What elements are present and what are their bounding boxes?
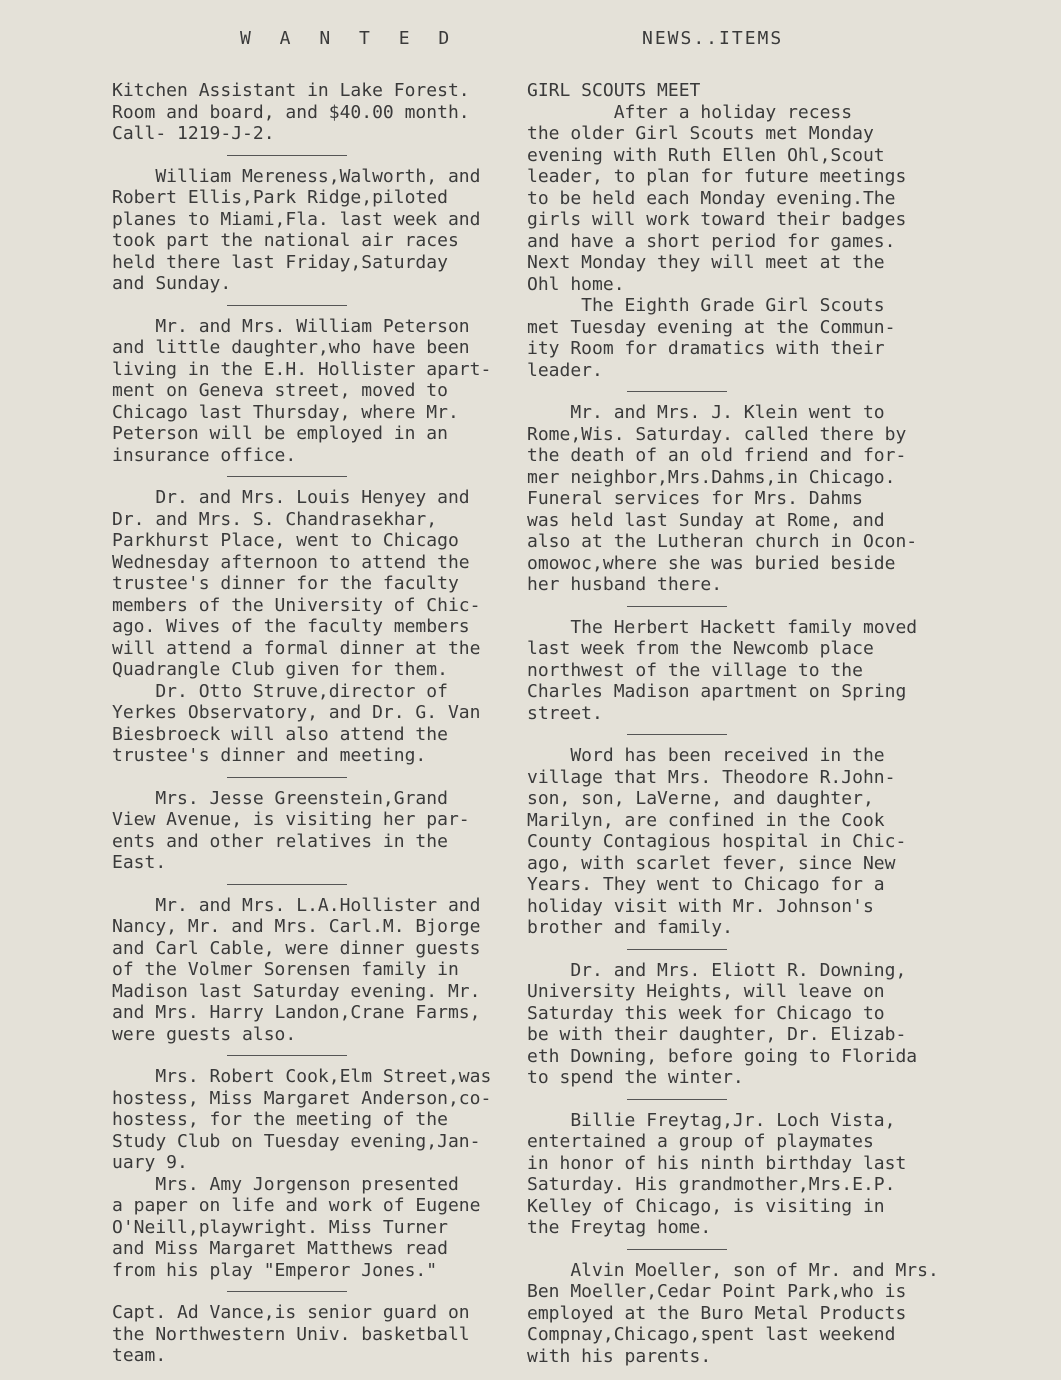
news-item: Dr. and Mrs. Eliott R. Downing, University Heights, will leave on Saturday this week for Chicago to be with their daughter, Dr. Elizab- eth Downing, before going to Florida to spend the winter. xyxy=(527,959,918,1088)
wanted-heading: W A N T E D xyxy=(240,28,459,49)
news-item: Mr. and Mrs. William Peterson and little daughter,who have been living in the E.H. Hollister apart- ment on Geneva street, moved to Chicago last Thursday, where Mr. Peterson will be employed in an insurance office. xyxy=(112,315,492,466)
news-item: Dr. and Mrs. Louis Henyey and Dr. and Mrs. S. Chandrasekhar, Parkhurst Place, went to Chicago Wednesday afternoon to attend the trustee's dinner for the faculty members of the University of Chic- ago. Wives of the faculty members will attend a formal dinner at the Quadrangle Club given for them. Dr. Otto Struve,director of Yerkes Observatory, and Dr. G. Van Biesbroeck will also attend the trustee's dinner and meeting. xyxy=(112,487,481,766)
separator xyxy=(627,391,727,392)
separator xyxy=(627,1249,727,1250)
separator xyxy=(227,305,347,306)
news-item: GIRL SCOUTS MEET After a holiday recess the older Girl Scouts met Monday evening with Ruth Ellen Ohl,Scout leader, to plan for future meetings to be held each Monday evening.The girls will work toward their badges and have a short period for games. Next Monday they will meet at the Ohl home. The Eighth Grade Girl Scouts met Tuesday evening at the Commun- ity Room for dramatics with their leader. xyxy=(527,80,907,381)
news-items-heading: NEWS..ITEMS xyxy=(642,28,784,49)
news-items-column xyxy=(527,26,1007,1367)
separator xyxy=(627,949,727,950)
news-item: Mrs. Jesse Greenstein,Grand View Avenue, is visiting her par- ents and other relatives in the East. xyxy=(112,787,470,873)
news-item: Kitchen Assistant in Lake Forest. Room and board, and $40.00 month. Call- 1219-J-2. xyxy=(112,80,470,144)
separator xyxy=(227,1055,347,1056)
news-item: Alvin Moeller, son of Mr. and Mrs. Ben Moeller,Cedar Point Park,who is employed at the Buro Metal Products Compnay,Chicago,spent last weekend with his parents. xyxy=(527,1259,939,1367)
news-item: Word has been received in the village that Mrs. Theodore R.John- son, son, LaVerne, and daughter, Marilyn, are confined in the Cook County Contagious hospital in Chic- ago, with scarlet fever, since New Years. They went to Chicago for a holiday visit with Mr. Johnson's brother and family. xyxy=(527,745,907,938)
separator xyxy=(627,1099,727,1100)
news-item: William Mereness,Walworth, and Robert Ellis,Park Ridge,piloted planes to Miami,Fla. last week and took part the national air races held there last Friday,Saturday and Sunday. xyxy=(112,165,481,294)
news-item: Billie Freytag,Jr. Loch Vista, entertained a group of playmates in honor of his ninth birthday last Saturday. His grandmother,Mrs.E.P. Kelley of Chicago, is visiting in the Freytag home. xyxy=(527,1109,907,1238)
separator xyxy=(627,734,727,735)
wanted-column xyxy=(112,26,532,1367)
news-item: Mrs. Robert Cook,Elm Street,was hostess, Miss Margaret Anderson,co- hostess, for the meeting of the Study Club on Tuesday evening,Jan- uary 9. Mrs. Amy Jorgenson presented a paper on life and work of Eugene O'Neill,playwright. Miss Turner and Miss Margaret Matthews read from his play "Emperor Jones." xyxy=(112,1066,492,1281)
separator xyxy=(227,476,347,477)
separator xyxy=(627,606,727,607)
news-item: Mr. and Mrs. L.A.Hollister and Nancy, Mr. and Mrs. Carl.M. Bjorge and Carl Cable, were dinner guests of the Volmer Sorensen family in Madison last Saturday evening. Mr. and Mrs. Harry Landon,Crane Farms, were guests also. xyxy=(112,894,481,1045)
separator xyxy=(227,155,347,156)
separator xyxy=(227,1291,347,1292)
news-item: Capt. Ad Vance,is senior guard on the Northwestern Univ. basketball team. xyxy=(112,1302,470,1366)
news-item: The Herbert Hackett family moved last week from the Newcomb place northwest of the village to the Charles Madison apartment on Spring street. xyxy=(527,616,918,724)
separator xyxy=(227,777,347,778)
separator xyxy=(227,884,347,885)
news-item: Mr. and Mrs. J. Klein went to Rome,Wis. Saturday. called there by the death of an old friend and for- mer neighbor,Mrs.Dahms,in Chicago. Funeral services for Mrs. Dahms was held last Sunday at Rome, and also at the Lutheran church in Ocon- omowoc,where she was buried beside her husband there. xyxy=(527,402,918,595)
